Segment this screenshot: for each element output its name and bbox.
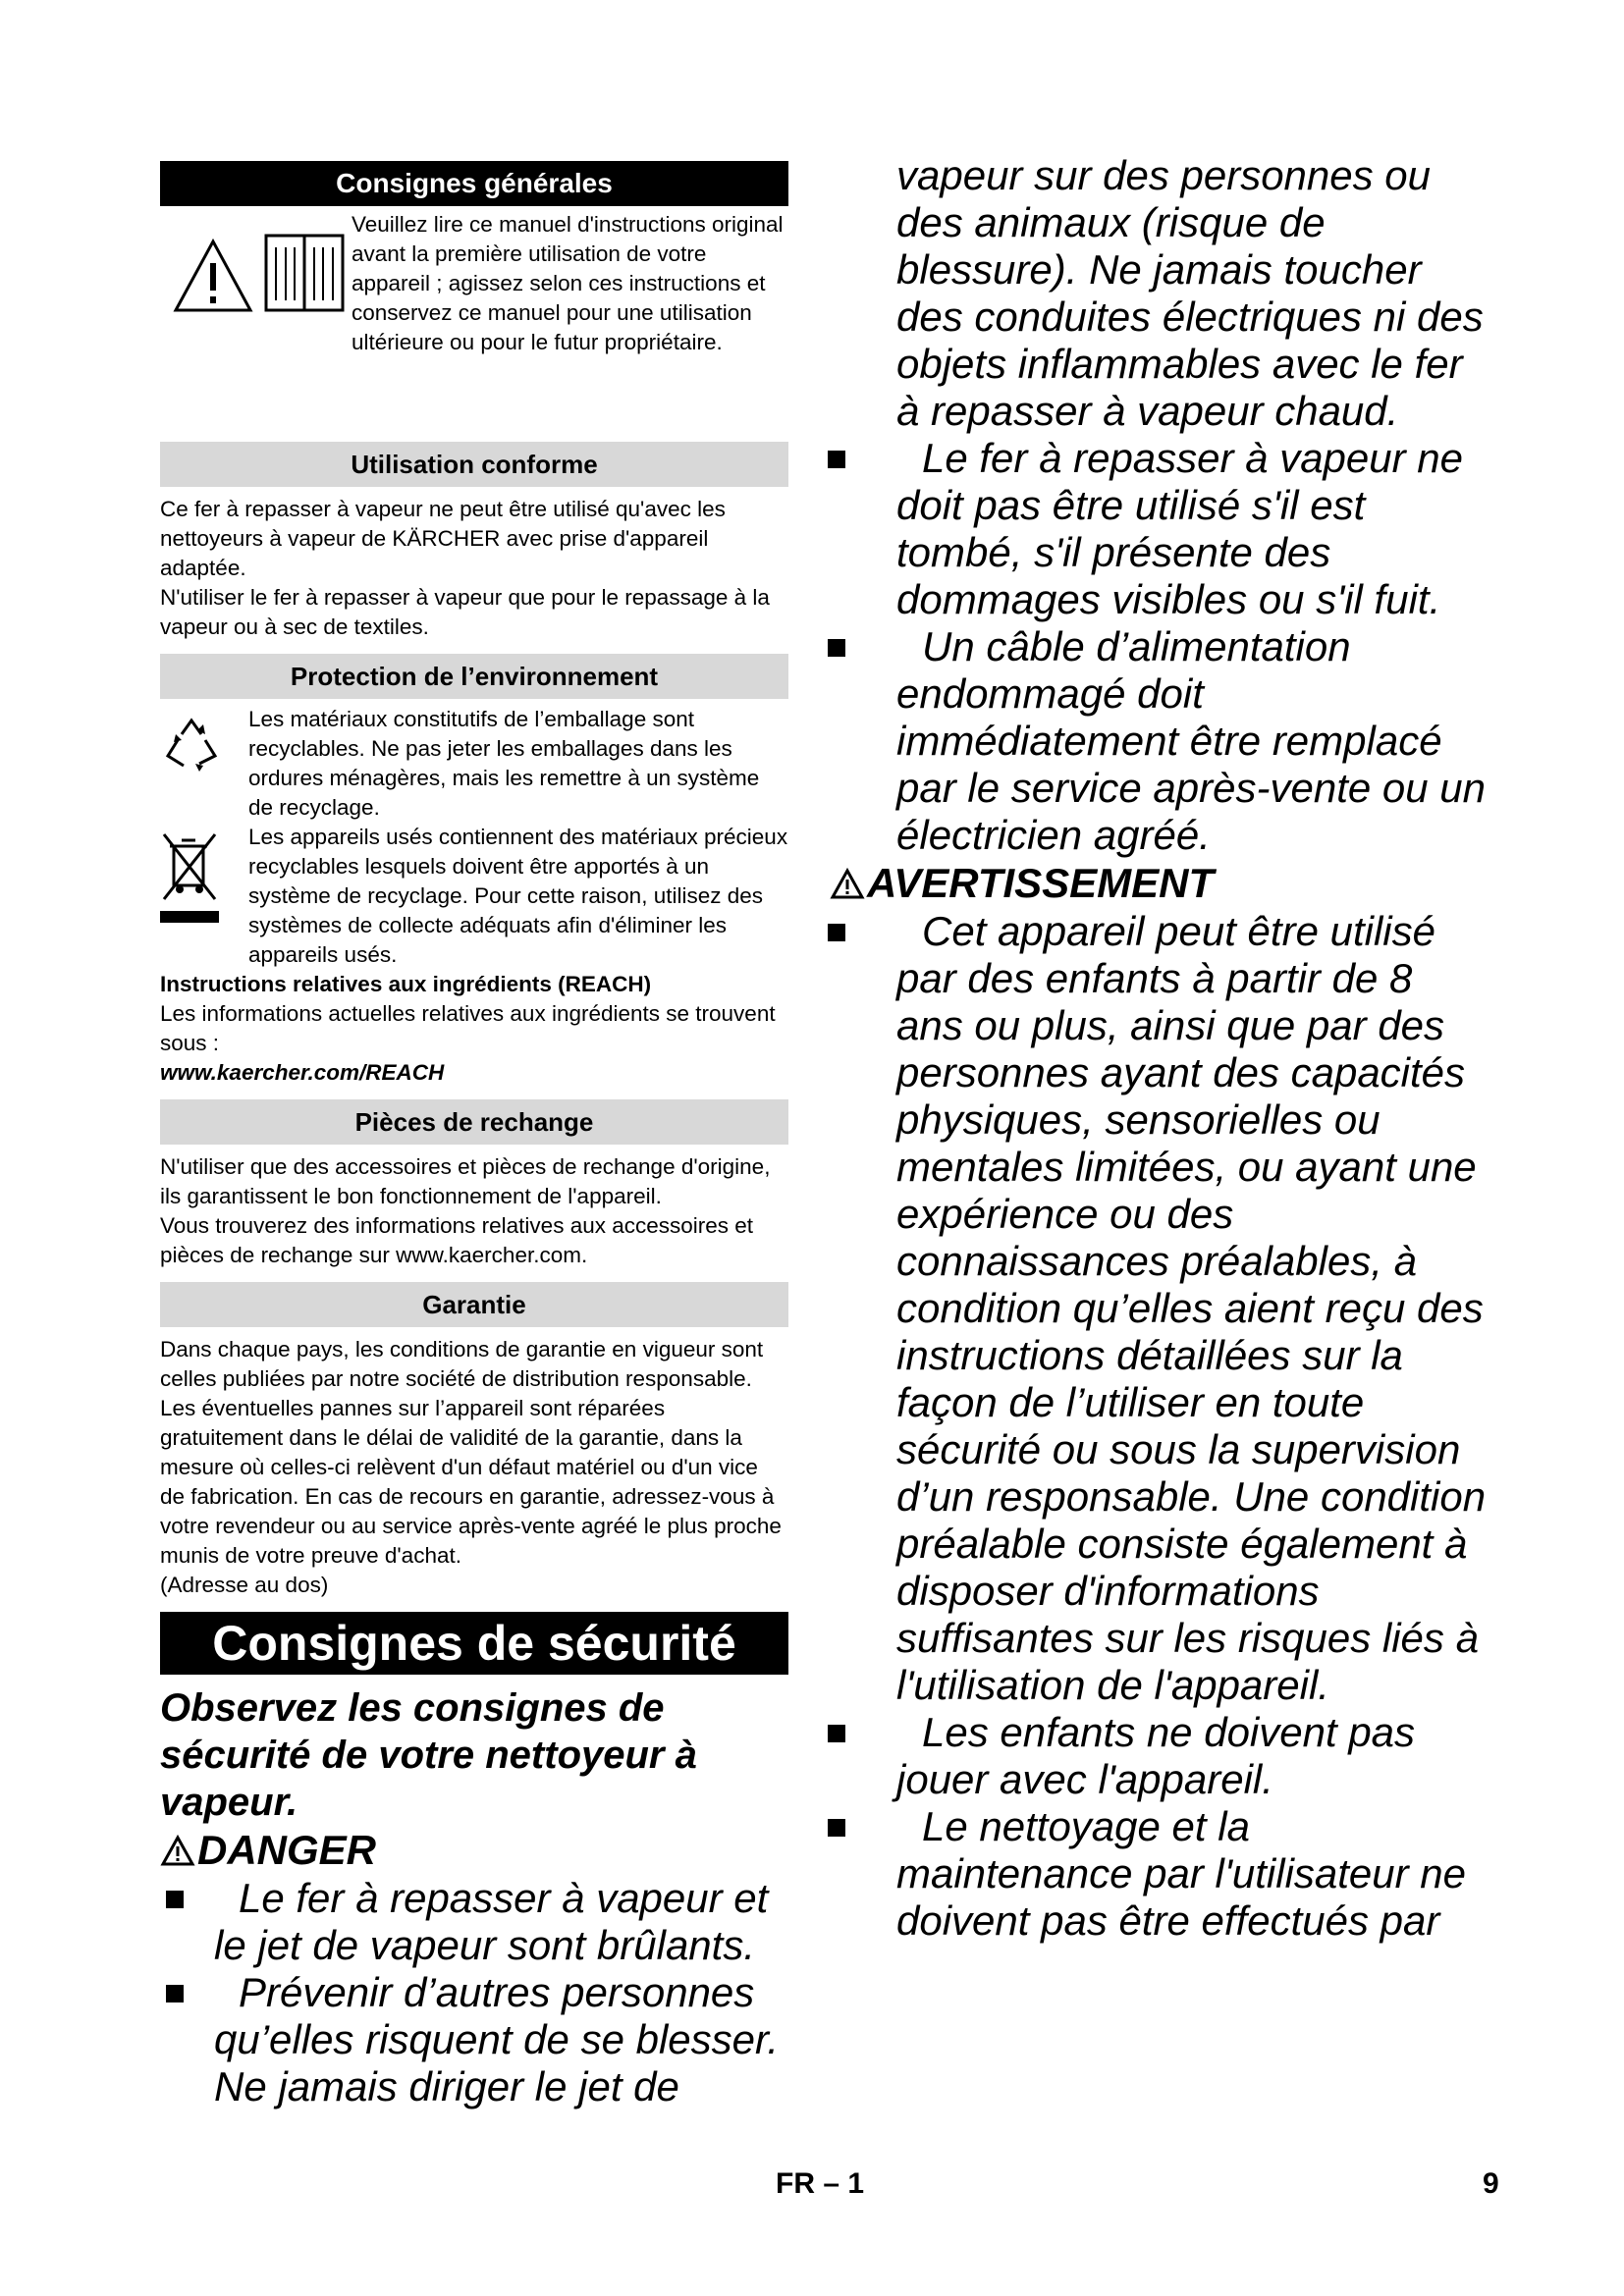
warranty-paragraph-2: (Adresse au dos) bbox=[160, 1573, 329, 1597]
danger-heading bbox=[160, 1826, 788, 1875]
parts-paragraph-2: Vous trouverez des informations relatives aux accessoires et pièces de rechange sur www.kaercher.com. bbox=[160, 1213, 754, 1267]
danger-warning-icon bbox=[160, 1834, 195, 1867]
usage-paragraph-1: Ce fer à repasser à vapeur ne peut être utilisé qu'avec les nettoyeurs à vapeur de KÄRCHER avec prise d'appareil adaptée. bbox=[160, 497, 726, 580]
list-item: Cet appareil peut être utilisé par des enfants à partir de 8 ans ou plus, ainsi que par des personnes ayant des capacités physiques, sensorielles ou mentales limitées, ou ayant une expérience ou des connaissances préalables, à condition qu’elles aient reçu des instructions détaillées sur la façon de l’utiliser en toute sécurité ou sous la supervision d’un responsable. Une condition préalable consiste également à disposer d'informations suffisantes sur les risques liés à l'utilisation de l'appareil. bbox=[839, 908, 1488, 1709]
warranty-paragraph-1: Dans chaque pays, les conditions de garantie en vigueur sont celles publiées par notre société de distribution responsable. Les éventuelles pannes sur l’appareil sont réparées gratuitement dans le délai de validité de la garantie, dans la mesure où celles-ci relèvent d'un défaut matériel ou d'un vice de fabrication. En cas de recours en garantie, adressez-vous à votre revendeur ou au service après-vente agréé le plus proche munis de votre preuve d'achat. bbox=[160, 1337, 782, 1568]
reach-title: Instructions relatives aux ingrédients (REACH) bbox=[160, 972, 652, 996]
bullet-square-icon bbox=[828, 1819, 845, 1837]
bullet-square-icon bbox=[166, 1891, 184, 1908]
section-title-parts: Pièces de rechange bbox=[160, 1099, 788, 1145]
bullet-square-icon bbox=[828, 451, 845, 468]
safety-observe: Observez les consignes de sécurité de votre nettoyeur à vapeur. bbox=[160, 1686, 697, 1824]
list-item: Le fer à repasser à vapeur et le jet de vapeur sont brûlants. bbox=[160, 1875, 788, 1969]
list-item: Prévenir d’autres personnes qu’elles risquent de se blesser. Ne jamais diriger le jet de bbox=[160, 1969, 788, 2110]
bullet-square-icon bbox=[828, 1725, 845, 1742]
danger-label: DANGER bbox=[197, 1827, 377, 1873]
right-column bbox=[839, 152, 1488, 1945]
usage-paragraph-2: N'utiliser le fer à repasser à vapeur que pour le repassage à la vapeur ou à sec de textiles. bbox=[160, 585, 770, 639]
weee-text: Les appareils usés contiennent des matériaux précieux recyclables lesquels doivent être apportés à un système de recyclage. Pour cette raison, utilisez des systèmes de collecte adéquats afin d'éliminer les appareils usés. bbox=[248, 825, 788, 967]
warning-list bbox=[839, 908, 1488, 1945]
avertissement-warning-icon bbox=[830, 867, 865, 900]
danger-list-right bbox=[839, 435, 1488, 859]
left-column bbox=[160, 161, 788, 2110]
danger-continuation: vapeur sur des personnes ou des animaux (risque de blessure). Ne jamais toucher des conduites électriques ni des objets inflammables avec le fer à repasser à vapeur chaud. bbox=[896, 152, 1484, 434]
general-intro bbox=[160, 206, 788, 442]
bullet-square-icon bbox=[828, 924, 845, 941]
section-title-environment: Protection de l’environnement bbox=[160, 654, 788, 699]
warning-manual-icon bbox=[170, 228, 366, 316]
warning-label: AVERTISSEMENT bbox=[867, 860, 1215, 906]
reach-url[interactable]: www.kaercher.com/REACH bbox=[160, 1060, 445, 1085]
section-title-usage: Utilisation conforme bbox=[160, 442, 788, 487]
parts-paragraph-1: N'utiliser que des accessoires et pièces de rechange d'origine, ils garantissent le bon fonctionnement de l'appareil. bbox=[160, 1154, 771, 1208]
list-item: Le nettoyage et la maintenance par l'utilisateur ne doivent pas être effectués par bbox=[839, 1803, 1488, 1945]
list-item: Le fer à repasser à vapeur ne doit pas être utilisé s'il est tombé, s'il présente des dommages visibles ou s'il fuit. bbox=[839, 435, 1488, 623]
bullet-square-icon bbox=[828, 639, 845, 657]
general-intro-text: Veuillez lire ce manuel d'instructions original avant la première utilisation de votre appareil ; agissez selon ces instructions et conservez ce manuel pour une utilisation ultérieure ou pour le futur propriétaire. bbox=[352, 212, 784, 354]
reach-text: Les informations actuelles relatives aux ingrédients se trouvent sous : bbox=[160, 1001, 776, 1055]
section-title-general: Consignes générales bbox=[160, 161, 788, 206]
warning-heading bbox=[830, 859, 1488, 908]
weee-bin-icon bbox=[160, 830, 219, 929]
recycle-text: Les matériaux constitutifs de l’emballage sont recyclables. Ne pas jeter les emballages dans les ordures ménagères, mais les remettre à un système de recyclage. bbox=[248, 707, 760, 820]
footer-section-label: FR – 1 bbox=[776, 2167, 865, 2200]
recycle-icon bbox=[160, 713, 223, 775]
safety-title: Consignes de sécurité bbox=[160, 1612, 788, 1675]
list-item: Un câble d’alimentation endommagé doit immédiatement être remplacé par le service après-vente ou un électricien agréé. bbox=[839, 623, 1488, 859]
danger-list-left bbox=[160, 1875, 788, 2110]
weee-block bbox=[160, 823, 788, 970]
bullet-square-icon bbox=[166, 1985, 184, 2002]
footer-page-number: 9 bbox=[1483, 2167, 1499, 2200]
list-item: Les enfants ne doivent pas jouer avec l'appareil. bbox=[839, 1709, 1488, 1803]
section-title-warranty: Garantie bbox=[160, 1282, 788, 1327]
recycle-block bbox=[160, 705, 788, 823]
